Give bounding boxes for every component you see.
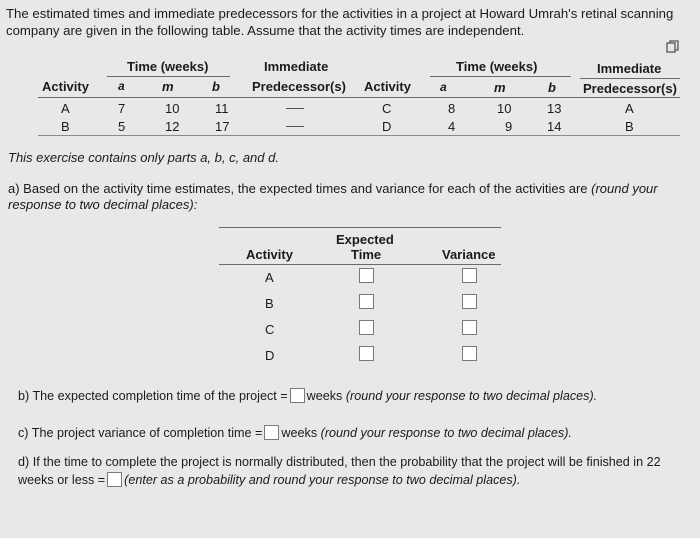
activity-header-left: Activity bbox=[42, 79, 89, 94]
expected-time-b-input[interactable] bbox=[359, 294, 374, 309]
time-weeks-header-left: Time (weeks) bbox=[127, 59, 209, 74]
activity-header-right: Activity bbox=[364, 79, 411, 94]
variance-b-input[interactable] bbox=[462, 294, 477, 309]
question-c bbox=[18, 425, 572, 440]
t2-row-d-activity: D bbox=[265, 348, 275, 363]
row-b-m: 12 bbox=[165, 119, 180, 134]
row-d-a: 4 bbox=[448, 119, 456, 134]
predecessors-header-right: Predecessor(s) bbox=[583, 81, 677, 96]
row-b-b: 17 bbox=[215, 119, 230, 134]
question-b bbox=[18, 388, 597, 403]
question-a-text: a) Based on the activity time estimates, the expected times and variance for each of the activities are bbox=[8, 181, 592, 196]
question-a-instruction: (round your response to two decimal places): bbox=[8, 181, 658, 212]
immediate-header-left: Immediate bbox=[264, 59, 329, 74]
question-b-text: b) The expected completion time of the project = bbox=[18, 389, 288, 403]
variance-a-input[interactable] bbox=[462, 268, 477, 283]
predecessors-header-left: Predecessor(s) bbox=[252, 79, 346, 94]
completion-time-input[interactable] bbox=[290, 388, 305, 403]
row-c-m: 10 bbox=[497, 101, 512, 116]
row-a-pred-dash bbox=[286, 108, 304, 109]
row-b-a: 5 bbox=[118, 119, 126, 134]
question-a bbox=[8, 181, 688, 213]
time-weeks-header-right: Time (weeks) bbox=[456, 59, 538, 74]
intro-text: The estimated times and immediate predecessors for the activities in a project at Howard Umrah's retinal scanning company are given in the following table. Assume that the activity times are independent. bbox=[6, 6, 674, 38]
question-b-unit: weeks bbox=[306, 389, 343, 403]
expected-time-a-input[interactable] bbox=[359, 268, 374, 283]
expected-time-d-input[interactable] bbox=[359, 346, 374, 361]
question-d-text: weeks or less = bbox=[18, 473, 106, 487]
expected-time-c-input[interactable] bbox=[359, 320, 374, 335]
b-header-left: b bbox=[212, 79, 220, 94]
a-header-left: a bbox=[118, 79, 125, 93]
question-c-text: c) The project variance of completion time = bbox=[18, 426, 263, 440]
row-a-a: 7 bbox=[118, 101, 126, 116]
row-d-activity: D bbox=[382, 119, 392, 134]
row-d-b: 14 bbox=[547, 119, 562, 134]
expected-header: Expected bbox=[336, 232, 394, 247]
row-d-pred: B bbox=[625, 119, 634, 134]
row-c-activity: C bbox=[382, 101, 392, 116]
t2-row-b-activity: B bbox=[265, 296, 274, 311]
time-header: Time bbox=[351, 247, 382, 262]
m-header-right: m bbox=[494, 80, 506, 95]
variance-header: Variance bbox=[442, 247, 496, 262]
row-d-m: 9 bbox=[505, 119, 513, 134]
question-d-instruction: (enter as a probability and round your response to two decimal places). bbox=[124, 473, 521, 487]
row-a-activity: A bbox=[61, 101, 70, 116]
row-b-pred-dash bbox=[286, 126, 304, 127]
question-c-instruction: (round your response to two decimal places). bbox=[320, 426, 572, 440]
question-d-line1: d) If the time to complete the project is normally distributed, then the probability that the project will be finished in 22 bbox=[18, 455, 661, 469]
question-d-line2 bbox=[18, 472, 520, 487]
b-header-right: b bbox=[548, 80, 556, 95]
activity-header: Activity bbox=[246, 247, 293, 262]
a-header-right: a bbox=[440, 80, 447, 94]
variance-d-input[interactable] bbox=[462, 346, 477, 361]
t2-row-c-activity: C bbox=[265, 322, 275, 337]
probability-input[interactable] bbox=[107, 472, 122, 487]
row-c-a: 8 bbox=[448, 101, 456, 116]
row-a-b: 11 bbox=[215, 101, 229, 116]
t2-row-a-activity: A bbox=[265, 270, 274, 285]
row-c-b: 13 bbox=[547, 101, 562, 116]
immediate-header-right: Immediate bbox=[597, 61, 662, 76]
row-b-activity: B bbox=[61, 119, 70, 134]
copy-table-icon[interactable] bbox=[666, 40, 680, 54]
exercise-note: This exercise contains only parts a, b, c, and d. bbox=[8, 150, 279, 165]
question-c-unit: weeks bbox=[281, 426, 318, 440]
variance-completion-input[interactable] bbox=[264, 425, 279, 440]
row-a-m: 10 bbox=[165, 101, 180, 116]
m-header-left: m bbox=[162, 79, 174, 94]
variance-c-input[interactable] bbox=[462, 320, 477, 335]
row-c-pred: A bbox=[625, 101, 634, 116]
question-b-instruction: (round your response to two decimal places). bbox=[345, 389, 598, 403]
